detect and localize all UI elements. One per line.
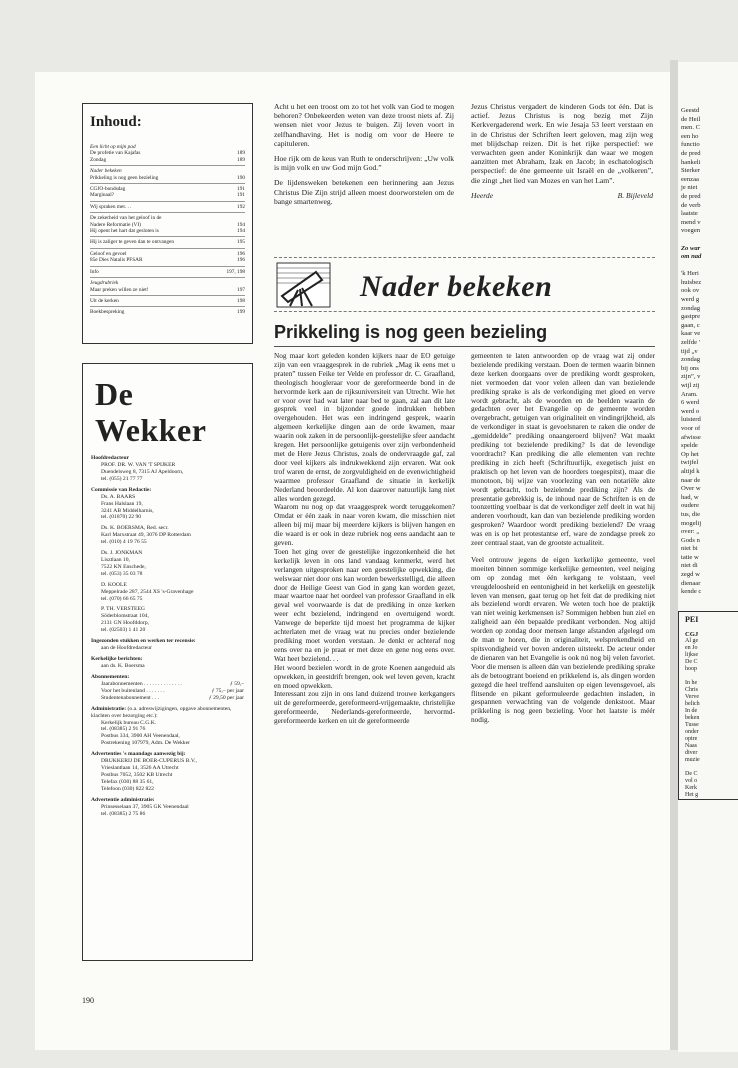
editor-heading: Hoofdredacteur [91,455,130,461]
committee-line: tel. (02503) 1 41 20 [101,627,146,634]
editor-line: PROF. DR. W. VAN 'T SPIJKER [101,462,176,468]
article-title: Prikkeling is nog geen bezieling [274,322,548,342]
right-page-line: tus, die [681,510,701,518]
right-page-line: 6 werd [681,399,700,407]
toc-entry-page: 199 [237,309,245,316]
toc-entry-title: Wij spraken met. . . [90,203,132,210]
right-page-line: voegen [681,227,701,235]
spacer [681,236,738,245]
toc-entry [90,228,245,234]
right-page-line: luisterd [681,416,701,424]
right-page-line: oudere [681,502,699,510]
toc-entry-page: 194 [237,228,245,235]
section-title: Nader bekeken [360,270,553,303]
administration-line: tel. (08385) 2 91 76 [101,726,146,733]
right-page-line: dienaar [681,579,701,587]
toc-group [90,266,245,277]
right-page-line: over: „ [681,528,700,536]
right-page-line: werd g [681,296,700,304]
right-page-line: de verb [681,201,701,209]
committee-line: tel. (010) 4 19 76 55 [101,539,147,546]
right-box-line: vol o [685,777,698,784]
right-page-line: kaar ve [681,330,701,338]
committee-line: Frans Halslaan 19, [101,500,143,507]
right-box-line: Naas [685,742,697,749]
toc-entry [90,269,245,275]
advertisements-details [91,758,244,793]
right-page-line: gastpre [681,313,701,321]
right-box-line: belich [685,700,700,707]
right-page-line: men. C [681,124,701,132]
toc-entry-page: 190 [237,174,245,181]
telescope-icon [276,262,331,308]
rate-label: Studentenabonnement . . . [101,694,160,701]
right-page-line: zondag [681,356,701,364]
right-page-line: laatste [681,210,698,218]
article-column-1 [274,352,455,726]
committee-line: 7522 KN Enschede, [101,563,146,570]
toc-entry [90,309,245,315]
right-page-line: Over w [681,485,701,493]
toc-entry-title: Boekbespreking [90,309,125,316]
committee-line: 3241 AB Middelharnis, [101,507,154,514]
toc-entry [90,239,245,245]
toc-entry-page: 194 [237,221,245,228]
toc-entry [90,192,245,198]
article-column-2 [471,352,655,725]
right-page-line: bij ons [681,364,699,372]
toc-entry-title: De profetie van Kajafas [90,150,141,157]
article-paragraph: Nog maar kort geleden konden kijkers naar de EO getuige zijn van een vraaggesprek in de rubriek „Mag ik eens met u praten” tussen Feike ter Velde en professor dr. C. Graafland, theologisch hoogleraar voor de gereformeerde bond in de hervormde kerk aan de rijksuniversiteit van Utrecht. Wie het er voor over had wat later naar bed te gaan, zal aan dit late gesprek veel in bijzonder goede indrukken hebben overgehouden. Het was een indringend gesprek, waarin algemeen kerkelijke dingen aan de orde kwamen, maar waarin ook zaken in de persoonlijk-geestelijke sfeer aandacht kregen. Het persoonlijke getuigenis over zijn verbondenheid met de Here Jezus Christus, zoals de ondervraagde gaf, zal door veel kijkers als indrukwekkend zijn ervaren. Wat ook trof waren de ernst, de zorgvuldigheid en de evenwichtigheid waarmee professor Graafland de situatie in kerkelijk Nederland beoordeelde. Al kon daarover natuurlijk lang niet alles worden gezegd. [274,351,455,503]
committee-line: Meppelrade 287, 2544 XS 's-Gravenhage [101,588,194,595]
right-page [678,62,738,1052]
toc-group [90,248,245,266]
subscriptions-heading: Abonnementen: [91,673,130,680]
right-page-line: kende c [681,588,702,596]
right-box-line: beken [685,714,700,721]
right-page-line: had, w [681,493,699,501]
right-page-box [678,611,738,800]
right-page-line: de pred [681,149,701,157]
toc-group [90,295,245,306]
toc-group [90,236,245,247]
right-box-line: Kerk [685,784,697,791]
rate-price: ƒ 59,– [230,680,244,687]
toc-entry-title: Prikkeling is nog geen bezieling [90,174,159,181]
right-page-line: werd o [681,407,700,415]
submissions-text: aan de Hoofdredacteur [101,645,152,652]
committee-line: tel. (070) 66 65 75 [101,595,143,602]
rate-price: ƒ 75,– per jaar [211,687,244,694]
church-news-text: aan ds. K. Boersma [101,662,145,669]
toc-entry-page: 198 [237,297,245,304]
right-page-line: niet bi [681,545,698,553]
right-page-line: Op het [681,450,699,458]
article-paragraph: gemeenten te laten antwoorden op de vraag wat zij onder bezielende prediking verstaan. Doen de termen waarin binnen deze kerken doorgaans over de prediking wordt gesproken, niet vermoeden dat voor velen alleen dan van bezielende prediking sprake is als de verkondiging met gloed en verve wordt gebracht, als de woorden en de beelden waarin de gedachten over het Evangelie op de gemeente worden overgebracht, getuigen van originaliteit en vindingrijkheid, als de verkondiger in staat is gevoelsnaren te raken die onder de „gemiddelde” prediking onaangeroerd blijven? Wat maakt prediking tot bezielende prediking? Is dat de levendige voordracht? Kan prediking die alle elementen van rechte prediking in zich heeft (Schriftuurlijk, exegetisch juist en praktisch op het leven van de hoorders toegespitst), maar die monotoon, bij wijze van voorlezing van een notariële akte wordt gebracht, toch bezielende prediking zijn? Als de presentatie gebrekkig is, de inhoud naar de Schriften is en de toonzetting voelbaar is dat de verkondiger zelf deelt in wat hij anderen voorhoudt, kan dan van bezielende prediking worden gesproken? Waardoor wordt prediking bezielend? De vraag was en is op het protestantse erf, ware de zondagse preek zo zeer centraal staat, van de grootste actualiteit. [471,351,655,548]
toc-entry-title: Info [90,268,99,275]
toc-section: Jeugdrubriek [90,280,119,287]
right-page-line: Sterker [681,167,701,175]
right-box-line: Al ge [685,637,699,644]
administration-heading-label: Administratie: [91,705,127,712]
toc-entry [90,287,245,293]
right-box-line: optre [685,735,698,742]
advertisements-line: Telefax (030) 88 35 61, [101,778,154,785]
toc-entry-page: 191 [237,192,245,199]
right-page-line: voor of [681,424,701,432]
administration-heading [91,706,244,720]
toc-group [90,183,245,201]
toc-group [90,212,245,236]
right-page-line: tatie w [681,553,699,561]
toc-entry-page: 195 [237,239,245,246]
right-page-line: gaan, c [681,321,700,329]
right-page-line: mogelij [681,519,702,527]
right-box-subtitle: CGJ [685,630,699,638]
contents-box [82,103,253,344]
intro-column-1 [274,102,454,212]
intro-column-2 [471,102,653,200]
right-page-line: zelfde ' [681,339,700,347]
article-paragraph: Toen het ging over de geestelijke ingezonkenheid die het kerkelijk leven in ons land vandaag kenmerkt, werd het verlangen uitgesproken naar een geestelijke opwekking, die welswaar niet door ons kan worden bewerkstelligd, die alleen door de Heilige Geest van God in gang kan worden gezet, maar waartoe naar het oordeel van professor Graafland in elk geval wel voorwaarde is dat de prediking in onze kerken weer echt bezielend, indringend en overtuigend wordt. Vanwege de beperkte tijd moest het programma de kijker achterlaten met de vraag wat nu precies onder bezielende prediking moet worden verstaan. Je denkt er achteraf nog eens over na en je praat er met deze en gene nog eens over. Wat heet bezielend. . . [274,546,455,663]
committee-line: Söderblomstraat 104, [101,613,149,620]
right-page-line: wijl zij [681,382,700,389]
administration-line: Kerkelijk bureau C.G.K. [101,719,157,726]
toc-group [90,277,245,295]
right-box-text [685,638,738,799]
toc-entry-page: 192 [237,203,245,210]
right-page-line: 'k Heri [681,270,699,278]
signature-place: Heerde [471,190,494,200]
toc-entry [90,257,245,263]
ad-administration-heading: Advertentie administratie: [91,796,155,803]
ad-administration-line: Prinsesselaan 37, 3905 GK Veenendaal [101,803,189,810]
right-box-line [685,764,738,771]
right-page-line: hankeli [681,158,701,166]
toc-section: Een licht op mijn pad [90,144,136,150]
committee-line: Ds. J. JONKMAN [101,550,143,557]
right-box-line: lijkse [685,651,698,658]
toc-entry [90,298,245,304]
right-page-line: de pred [681,192,701,200]
toc-group [90,165,245,183]
right-page-line: je niet [681,184,698,192]
editor-line: tel. (055) 21 77 77 [101,475,143,482]
right-page-line: eenzaa [681,175,699,183]
right-box-line: en Jo [685,644,698,651]
committee-line: Ds. A. BAARS [101,493,136,500]
rate-label: Voor het buitenland . . . . . . . [101,687,165,694]
editorial-committee [91,494,244,634]
right-page-line: zondag [681,304,701,312]
intro-column-2-text [471,102,653,185]
advertisements-line: Vrieslantlaan 14, 3526 AA Utrecht [101,765,179,772]
administration-details [91,720,244,748]
administration-line: Postbus 334, 3900 AH Veenendaal, [101,733,180,740]
toc-entry-title: CGJO-bondsdag [90,186,126,193]
right-box-line: In he [685,679,698,686]
committee-line: D. KOOLE [101,581,127,588]
committee-line: Karl Marxstraat 49, 3076 DP Rotterdam [101,532,191,539]
table-of-contents [90,142,245,318]
right-page-italic-line: Zo war [681,244,701,252]
toc-group [90,142,245,165]
right-page-line: huisbez [681,278,702,286]
article-divider [274,346,655,347]
right-box-line: Het g [685,791,699,798]
toc-entry-title: Nadere Reformatie (VI) [90,221,141,228]
right-page-line: afwisse [681,433,701,441]
right-page-line: de Heil [681,115,701,123]
church-news-heading: Kerkelijke berichten: [91,655,143,662]
toc-entry-page: 191 [237,186,245,193]
right-page-text [678,62,738,597]
subscription-rate [91,695,244,702]
submissions-heading: Ingezonden stukken en werken ter recensie: [91,638,196,645]
editor-line: Duendelsweg 8, 7315 AJ Apeldoorn, [101,468,184,475]
subscription-rate [91,681,244,688]
toc-entry-title: Maar preken willen ze niet! [90,286,149,293]
ad-administration-details [91,804,244,818]
toc-entry [90,175,245,181]
right-page-line: mend v [681,218,701,226]
right-box-line: Verve [685,693,699,700]
intro-paragraph: De lijdensweken betekenen een herinnering aan Jezus Christus Die Zijn strijd alleen moest doorworstelen om de bange smartenweg. [274,178,454,206]
right-page-line: niet di [681,562,698,570]
right-box-line: Chris [685,686,699,693]
intro-paragraph: Acht u het een troost om zo tot het volk van God te mogen behoren? Onbekeerden weten van deze troost niets af. Zij wensen niet voor Jezus te buigen. Zij leven voort in zelfhandhaving. Het is nodig om voor de Heere te capituleren. [274,102,454,148]
right-box-line: onder [685,728,699,735]
advertisements-line: Postbus 7052, 3502 KB Utrecht [101,772,173,778]
signature-author: B. Bijleveld [617,190,653,200]
right-box-line: hoop [685,665,697,672]
committee-line: 2131 GN Hoofddorp, [101,620,150,627]
right-box-line: De C [685,770,698,777]
toc-entry-title: De zekerheid van het geloof in de [90,215,162,222]
advertisements-heading: Advertenties 's maandags aanwezig bij: [91,751,186,758]
toc-entry-page: 196 [237,257,245,264]
toc-section: Nader bekeken [90,168,122,175]
toc-group [90,201,245,212]
right-box-line: muzie [685,756,700,763]
rate-label: Jaarabonnementen . . . . . . . . . . . . . . [101,680,182,687]
toc-group [90,306,245,317]
administration-line: Postrekening 107979, Adm. De Wekker [101,740,190,747]
article-paragraph: Het woord bezielen wordt in de grote Koenen aangeduid als opwekken, in geestdrift brengen, ook wel leven geven, kracht en moed opwekken. [274,662,455,690]
right-page-line: functio [681,141,700,149]
right-page-italic-line: om nad [681,253,702,261]
section-banner [274,257,655,312]
masthead-box [82,363,253,961]
right-box-line [685,673,738,680]
spacer [681,262,738,271]
toc-entry-page: 197 [237,286,245,293]
toc-entry-title: 85e Dies Natalis PFSAR [90,257,143,264]
right-page-line: Aram. [681,390,698,398]
intro-paragraph: Jezus Christus vergadert de kinderen Gods tot één. Dat is actief. Jezus Christus is nog bezig met Zijn Kerkvergaderend werk. En wie Jesaja 53 leert verstaan en in de Christus der Schriften leert geloven, mag zijn weg met blijdschap reizen. Dit is het rijke perspectief: we verwachten geen ander Koninkrijk dan waar we mogen aanzitten met Abraham, Izak en Jacob; in eschatologisch perspectief: de éne gemeente uit Israël en de „volkeren”, die zingt „het lied van Mozes en van het Lam”. [471,102,653,185]
contents-title: Inhoud: [90,114,142,130]
toc-entry-page: 189 [237,156,245,163]
toc-entry-title: Hij opent het hart dat gesloten is [90,228,159,235]
right-box-line: diver [685,749,698,756]
administration-note: (o.a. adreswijzigingen, opgave abonnementen, klachten over bezorging etc.): [91,705,232,719]
right-page-line: tijd „v [681,347,698,355]
committee-line: tel. (01870) 22 90 [101,514,142,521]
advertisements-line: DRUKKERIJ DE BOER-CUPERUS B.V., [101,758,197,765]
right-page-line: Geestd [681,107,700,114]
article-paragraph: Veel ontrouw jegens de eigen kerkelijke gemeente, veel moeiten binnen sommige kerkelijke gemeenten, veel neiging om op zondag met één kerkgang te volstaan, veel vreugdeloosheid en eentonigheid in het kerkelijk en geestelijk leven van mensen, gaat terug op het feit dat de prediking niet als bezielend wordt ervaren. We weten toch hoe de praktijk van niet weinig kerkmensen is? Sommigen hebben hun ziel en zaligheid aan één bepaalde predikant verbonden. Nog altijd worden op zondag door mensen lange afstanden afgelegd om de man te horen, die in originaliteit, welsprekendheid en spitsvondigheid ver boven anderen uitsteekt. De acteur onder de dienaren van het Evangelie is ook nú nog bij velen favoriet. Voor die mensen is alleen dán van bezielende prediking sprake als de betoogtrant boeiend en prikkelend is, als dingen worden gezegd die heel treffend aansluiten op eigen levensgevoel, als flitsende en pikant geformuleerde gedachten insladen, in gespannen verwachting van de volgende denkstoot. Maar prikkeling is nog geen bezieling. Voor het laatste is méér nodig. [471,554,655,725]
ad-administration-line: tel. (08385) 2 75 86 [101,810,146,817]
subscription-rates [91,681,244,702]
right-box-line: In de [685,707,698,714]
right-page-line: twijfel [681,459,699,467]
masthead-title: De Wekker [95,376,207,448]
toc-entry-page: 189 [237,150,245,157]
rate-price: ƒ 29,50 per jaar [208,694,244,701]
right-page-line: zijn”, v [681,373,701,381]
signature [471,191,653,200]
committee-line: tel. (053) 35 03 78 [101,570,143,577]
page-number: 190 [82,996,94,1005]
right-page-line: ook ov [681,287,700,295]
committee-line: Ds. K. BOERSMA, Red. secr. [101,525,169,532]
right-box-title: PEI [685,614,699,624]
intro-paragraph: Hoe rijk om de keus van Ruth te onderschrijven: „Uw volk is mijn volk en uw God mijn God.” [274,154,454,173]
article-paragraph: Waarom nu nog op dat vraaggesprek wordt teruggekomen? Omdat er één zaak in naar voren kwam, die misschien niet alleen bij mij maar bij meerdere kijkers is blijven hangen en die waard is er ook in deze rubriek nog eens aandacht aan te geven. [274,502,455,548]
toc-entry-title: Uit de kerken [90,297,119,304]
committee-line: Lisztlaan 10, [101,556,130,563]
right-box-line: Tusse [685,721,699,728]
right-page-line: spelde [681,442,698,450]
editor-details [91,462,244,483]
right-page-line: een ho [681,132,699,140]
right-box-line: De C [685,658,698,665]
toc-entry-title: Geloof en gevoel [90,250,127,257]
right-page-line: zegd w [681,571,700,579]
toc-entry-page: 196 [237,250,245,257]
right-page-line: Gods n [681,536,700,544]
toc-entry [90,157,245,163]
subscription-rate [91,688,244,695]
article-paragraph: Interessant zou zijn in ons land duizend trouwe kerkgangers uit de gereformeerde, gereformeerd-vrijgemaakte, christelijke gereformeerde, Nederlands-gereformeerde, hervormd-gereformeerde kerken en uit de gereformeerde [274,689,455,726]
right-page-line: altijd k [681,467,700,475]
page-gutter [670,60,678,1050]
toc-entry-title: Marginaal? [90,192,115,199]
advertisements-line: Telefoon (030) 822 822 [101,785,154,792]
right-page-line: naar de [681,476,701,484]
committee-line: P. TH. VERSTEEG [101,606,145,613]
editorial-committee-heading: Commissie van Redactie: [91,486,152,493]
toc-entry [90,204,245,210]
toc-entry-title: Hij is zaliger te geven dan te ontvangen [90,239,174,246]
toc-entry-page: 197, 198 [226,268,245,275]
toc-entry-title: Zondag [90,156,107,163]
